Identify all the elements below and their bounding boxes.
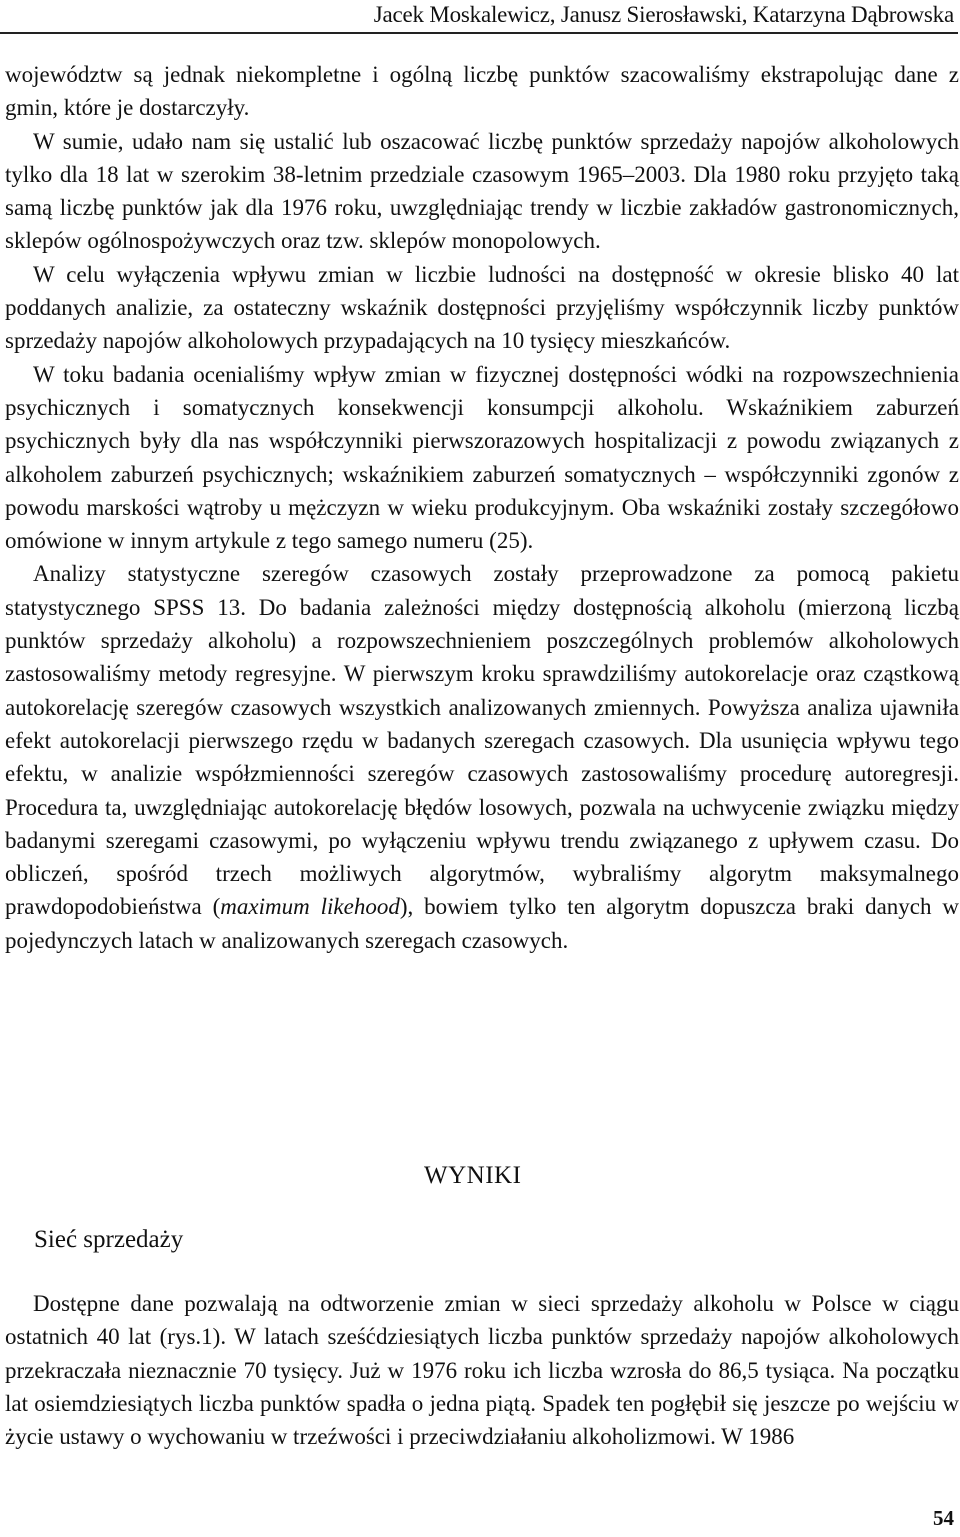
- paragraph-4: W toku badania ocenialiśmy wpływ zmian w fizycznej dostępności wódki na rozpowszechnienia psychicznych i somatycznych konsekwencji konsumpcji alkoholu. Wskaźnikiem zaburzeń psychicznych były dla nas współczynniki pierwszorazowych hospitalizacji z powodu związanych z alkoholem zaburzeń psychicznych; wskaźnikiem zaburzeń somatycznych – współczynniki zgonów z powodu marskości wątroby u mężczyzn w wieku produkcyjnym. Oba wskaźniki zostały szczegółowo omówione w innym artykule z tego samego numeru (25).: [5, 361, 959, 554]
- results-paragraph: Dostępne dane pozwalają na odtworzenie zmian w sieci sprzedaży alkoholu w Polsce w ciągu ostatnich 40 lat (rys.1). W latach sześćdziesiątych liczba punktów sprzedaży napojów alkoholowych przekraczała nieznacznie 70 tysięcy. Już w 1976 roku ich liczba wzrosła do 86,5 tysiąca. Na początku lat osiemdziesiątych liczba punktów spadła o jedna piątą. Spadek ten pogłębił się jeszcze po wejściu w życie ustawy o wychowaniu w trzeźwości i przeciwdziałaniu alkoholizmowi. W 1986: [5, 1291, 959, 1450]
- paragraph-3: W celu wyłączenia wpływu zmian w liczbie ludności na dostępność w okresie blisko 40 lat poddanych analizie, za ostateczny wskaźnik dostępności przyjęliśmy współczynnik liczby punktów sprzedaży napojów alkoholowych przypadających na 10 tysięcy mieszkańców.: [5, 261, 959, 354]
- paragraph-2: W sumie, udało nam się ustalić lub oszacować liczbę punktów sprzedaży napojów alkoholowych tylko dla 18 lat w szerokim 38-letnim przedziale czasowym 1965–2003. Dla 1980 roku przyjęto taką samą liczbę punktów jak dla 1976 roku, uwzględniając trendy w liczbie zakładów gastronomicznych, sklepów ogólnospożywczych oraz tzw. sklepów monopolowych.: [5, 128, 959, 254]
- paragraph-5-text-after: ), bowiem tylko ten algorytm dopuszcza braki danych w pojedynczych latach w analizowanych szeregach czasowych.: [5, 894, 959, 953]
- paragraph-1: województw są jednak niekompletne i ogólną liczbę punktów szacowaliśmy ekstrapolując dane z gmin, które je dostarczyły.: [5, 62, 959, 121]
- paragraph-5-text-before: Analizy statystyczne szeregów czasowych zostały przeprowadzone za pomocą pakietu statystycznego SPSS 13. Do badania zależności między dostępnością alkoholu (mierzoną liczbą punktów sprzedaży alkoholu) a rozpowszechnieniem poszczególnych problemów alkoholowych zastosowaliśmy metody regresyjne. W pierwszym kroku sprawdziliśmy autokorelacje oraz cząstkową autokorelację szeregów czasowych wszystkich analizowanych zmiennych. Powyższa analiza ujawniła efekt autokorelacji pierwszego rzędu w badanych szeregach czasowych. Dla usunięcia wpływu tego efektu, w analizie współzmienności szeregów czasowych zastosowaliśmy procedurę autoregresji. Procedura ta, uwzględniając autokorelację błędów losowych, pozwala na uchwycenie związku między badanymi szeregami czasowymi, po wyłączeniu wpływu trendu związanego z upływem czasu. Do obliczeń, spośród trzech możliwych algorytmów, wybraliśmy algorytm maksymalnego prawdopodobieństwa (: [5, 561, 959, 920]
- page-number: 54: [933, 1506, 954, 1530]
- subsection-heading: Sieć sprzedaży: [34, 1226, 184, 1253]
- results-text: [5, 1287, 959, 1453]
- header-authors: Jacek Moskalewicz, Janusz Sierosławski, Katarzyna Dąbrowska: [373, 2, 954, 27]
- paragraph-5: [5, 557, 959, 957]
- body-text: [5, 58, 959, 957]
- section-heading: WYNIKI: [424, 1162, 522, 1189]
- running-header: [0, 0, 958, 34]
- paragraph-5-italic-term: maximum likehood: [220, 894, 400, 920]
